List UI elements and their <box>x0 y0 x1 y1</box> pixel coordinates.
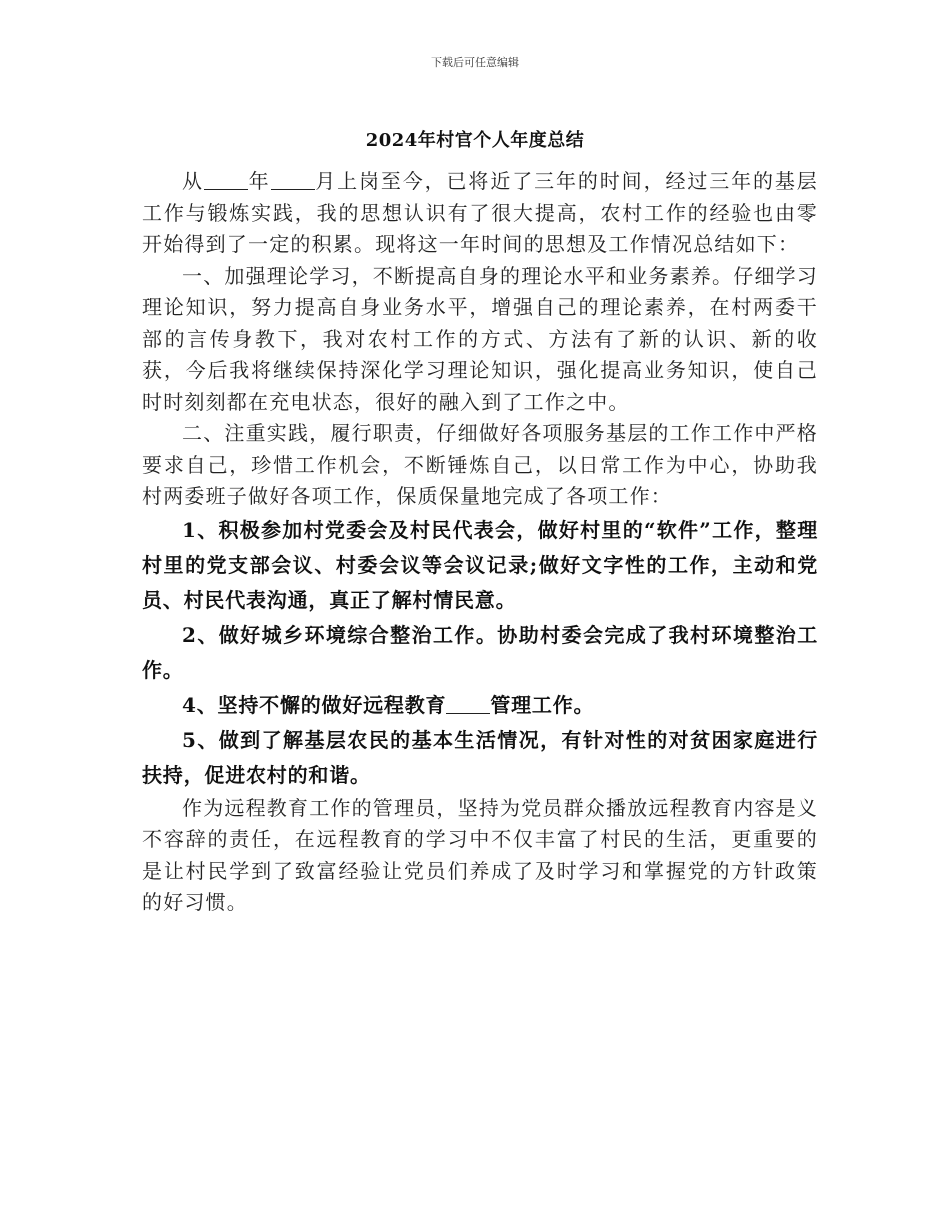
header-note: 下载后可任意编辑 <box>431 56 519 69</box>
blank-line <box>204 169 248 190</box>
item-4-paragraph <box>142 688 818 723</box>
item-4-text-2: 管理工作。 <box>490 692 595 717</box>
section-2-paragraph: 二、注重实践，履行职责，仔细做好各项服务基层的工作工作中严格要求自己，珍惜工作机会，不断锤炼自己，以日常工作为中心，协助我村两委班子做好各项工作，保质保量地完成了各项工作： <box>142 421 818 508</box>
intro-text-2: 年 <box>247 169 271 193</box>
closing-paragraph: 作为远程教育工作的管理员，坚持为党员群众播放远程教育内容是义不容辞的责任，在远程教育的学习中不仅丰富了村民的生活，更重要的是让村民学到了致富经验让党员们养成了及时学习和掌握党的方针政策的好习惯。 <box>142 795 818 914</box>
document-body <box>142 166 818 919</box>
blank-line <box>271 169 315 190</box>
item-2-paragraph: 2、做好城乡环境综合整治工作。协助村委会完成了我村环境整治工作。 <box>142 622 818 682</box>
item-5-paragraph: 5、做到了解基层农民的基本生活情况，有针对性的对贫困家庭进行扶持，促进农村的和谐。 <box>142 727 818 787</box>
section-1-paragraph: 一、加强理论学习，不断提高自身的理论水平和业务素养。仔细学习理论知识，努力提高自身业务水平，增强自己的理论素养，在村两委干部的言传身教下，我对农村工作的方式、方法有了新的认识、新的收获，今后我将继续保持深化学习理论知识，强化提高业务知识，使自己时时刻刻都在充电状态，很好的融入到了工作之中。 <box>142 263 818 414</box>
intro-text-3: 月上岗至今，已将近了三年的时间，经过三年的基层工作与锻炼实践，我的思想认识有了很大提高，农村工作的经验也由零开始得到了一定的积累。现将这一年时间的思想及工作情况总结如下： <box>142 169 819 256</box>
blank-line <box>446 693 490 714</box>
document-title: 2024年村官个人年度总结 <box>365 130 585 151</box>
item-4-text-1: 4、坚持不懈的做好远程教育 <box>182 692 447 717</box>
intro-paragraph <box>142 166 818 261</box>
item-1-paragraph: 1、积极参加村党委会及村民代表会，做好村里的“软件”工作，整理村里的党支部会议、村委会议等会议记录;做好文字性的工作，主动和党员、村民代表沟通，真正了解村情民意。 <box>142 517 818 612</box>
intro-text-1: 从 <box>182 169 204 193</box>
